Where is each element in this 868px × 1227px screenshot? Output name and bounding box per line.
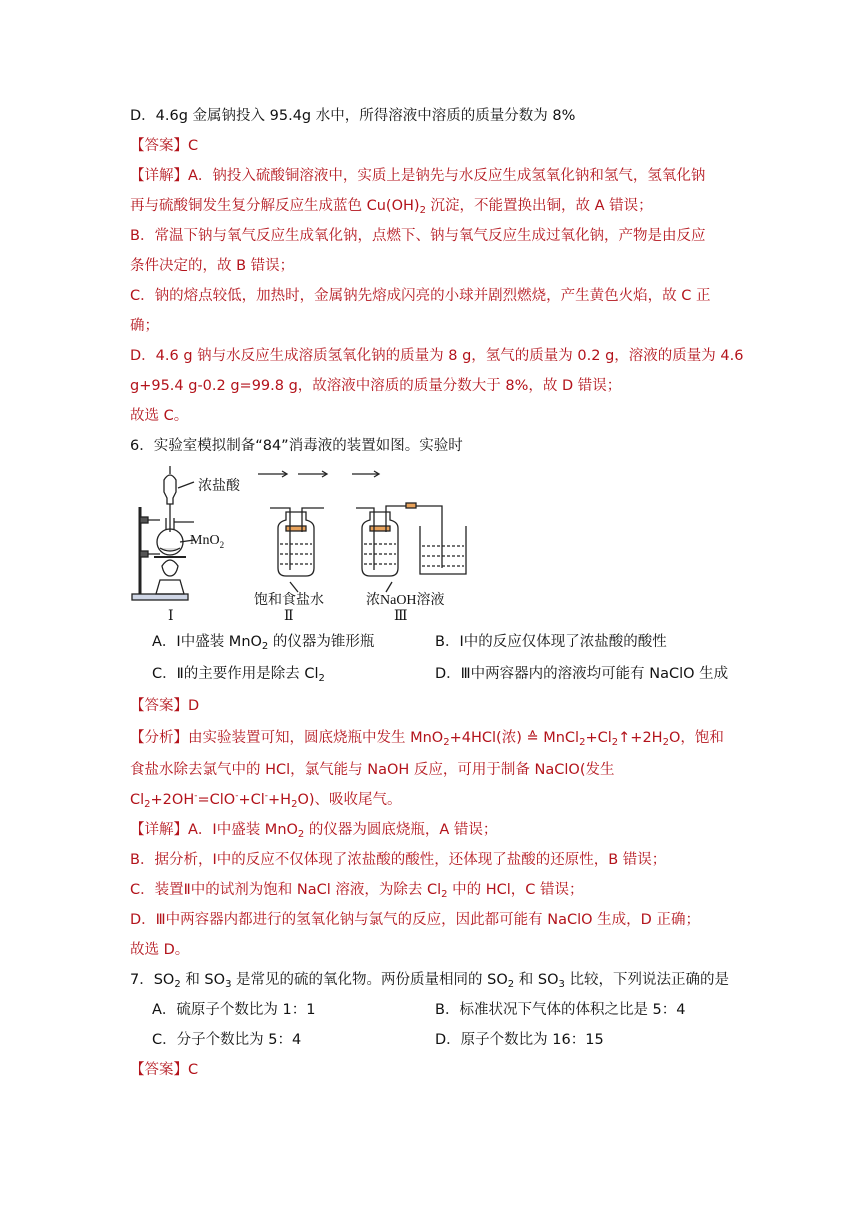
apparatus-figure (130, 462, 470, 622)
q6-detail-c: C．装置Ⅱ中的试剂为饱和 NaCl 溶液，为除去 $Cl_2$ 中的 HCl，C 错误； (130, 882, 584, 900)
stand-base (132, 594, 188, 600)
q7-option-c: C．分子个数比为 5：4 (152, 1032, 302, 1048)
label-roman-1: Ⅰ (168, 609, 174, 622)
q5-detail-a-1: 【详解】A．钠投入硫酸铜溶液中，实质上是钠先与水反应生成氢氧化钠和氢气，氢氧化钠 (130, 168, 706, 184)
q5-detail-d-2: g+95.4 g-0.2 g=99.8 g，故溶液中溶质的质量分数大于 8%，故 D 错误； (130, 378, 622, 394)
q5-detail-c-1: C．钠的熔点较低，加热时，金属钠先熔成闪亮的小球并剧烈燃烧，产生黄色火焰，故 C 正 (130, 288, 711, 304)
alcohol-lamp (156, 580, 184, 594)
label-naoh: 浓NaOH溶液 (366, 593, 445, 608)
q6-analysis-1: 【分析】由实验装置可知，圆底烧瓶中发生 MnO$_2$+4HCl(浓) ≙ $MnCl_2+Cl_2↑+2H_2O$，饱和 (130, 730, 724, 748)
stopper-ii (286, 526, 306, 531)
q6-detail-a: 【详解】A．Ⅰ中盛装 MnO$_2$ 的仪器为圆底烧瓶，A 错误； (130, 822, 498, 840)
q7-option-a: A．硫原子个数比为 1：1 (152, 1002, 316, 1018)
q5-answer: 【答案】C (130, 138, 199, 154)
connecting-tube-iii (386, 506, 442, 568)
separatory-funnel (164, 475, 176, 504)
label-roman-2: Ⅱ (284, 609, 294, 622)
q5-detail-b-2: 条件决定的，故 B 错误； (130, 258, 295, 274)
label-mno2: MnO$_2$ (190, 533, 225, 550)
inlet-tube-ii (270, 508, 290, 570)
q6-option-b: B．Ⅰ中的反应仅体现了浓盐酸的酸性 (435, 634, 667, 650)
q5-detail-d-1: D．4.6 g 钠与水反应生成溶质氢氧化钠的质量为 8 g，氢气的质量为 0.2 g，溶液的质量为 4.6 (130, 348, 744, 364)
q6-option-c: C．Ⅱ的主要作用是除去 $Cl_2$ (152, 666, 325, 684)
q6-detail-d: D．Ⅲ中两容器内都进行的氢氧化钠与氯气的反应，因此都可能有 NaClO 生成，D 正确； (130, 912, 700, 928)
q5-detail-b-1: B．常温下钠与氧气反应生成氧化钠，点燃下、钠与氧气反应生成过氧化钠，产物是由反应 (130, 228, 706, 244)
q5-detail-c-2: 确； (130, 318, 159, 334)
q6-analysis-2: 食盐水除去氯气中的 HCl，氯气能与 NaOH 反应，可用于制备 NaClO(发生 (130, 762, 615, 778)
q7-option-b: B．标准状况下气体的体积之比是 5：4 (435, 1002, 686, 1018)
label-saturated-nacl: 饱和食盐水 (254, 593, 324, 608)
label-roman-3: Ⅲ (394, 609, 408, 622)
q5-conclusion: 故选 C。 (130, 408, 189, 424)
q6-answer: 【答案】D (130, 698, 200, 714)
q7-stem: 7．$SO_2$ 和 $SO_3$ 是常见的硫的氧化物。两份质量相同的 $SO_2$ 和 $SO_3$ 比较，下列说法正确的是 (130, 972, 729, 990)
q5-detail-a-2: 再与硫酸铜发生复分解反应生成蓝色 $Cu(OH)_2$ 沉淀，不能置换出铜，故 A 错误； (130, 198, 653, 216)
q6-option-a: A．Ⅰ中盛装 MnO$_2$ 的仪器为锥形瓶 (152, 634, 375, 652)
q5-option-d: D．4.6g 金属钠投入 95.4g 水中，所得溶液中溶质的质量分数为 8% (130, 108, 576, 124)
q7-option-d: D．原子个数比为 16：15 (435, 1032, 604, 1048)
q6-option-d: D．Ⅲ中两容器内的溶液均可能有 NaClO 生成 (435, 666, 729, 682)
q6-detail-b: B．据分析，Ⅰ中的反应不仅体现了浓盐酸的酸性，还体现了盐酸的还原性，B 错误； (130, 852, 667, 868)
burner-flame (162, 560, 178, 576)
q7-answer: 【答案】C (130, 1062, 199, 1078)
q6-analysis-3: $Cl_2+2OH^-=ClO^-+Cl^-+H_2O$)、吸收尾气。 (130, 791, 402, 810)
stopper-iii (370, 526, 390, 531)
label-concentrated-hcl: 浓盐酸 (198, 479, 240, 494)
q6-stem: 6．实验室模拟制备“84”消毒液的装置如图。实验时 (130, 438, 463, 454)
beaker-iii (420, 526, 466, 574)
q6-conclusion: 故选 D。 (130, 942, 190, 958)
